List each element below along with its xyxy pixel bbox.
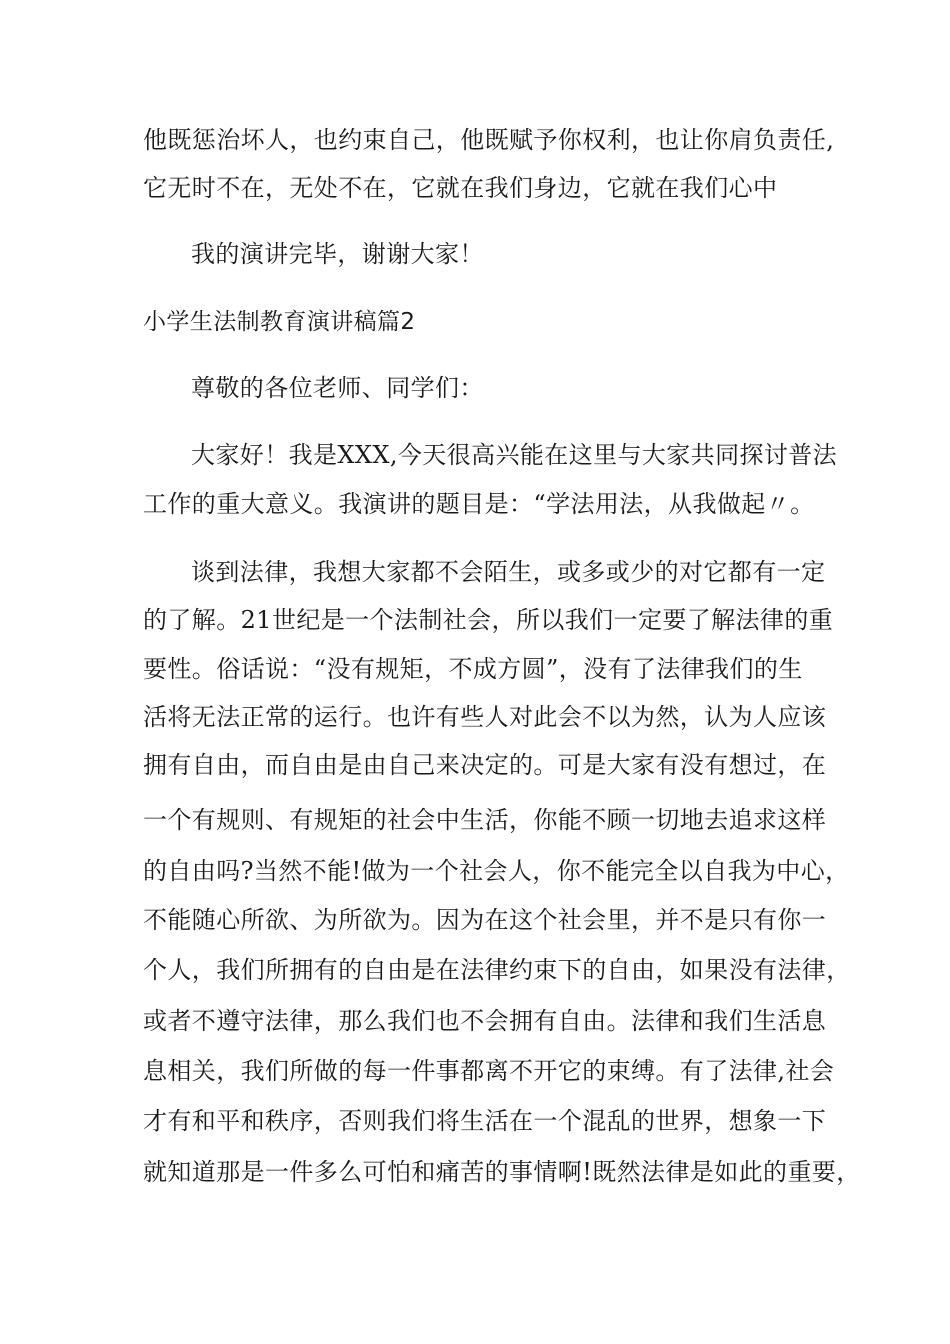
salutation: 尊敬的各位老师、同学们： [191,374,484,402]
paragraph-line: 工作的重大意义。我演讲的题目是：“学法用法，从我做起〃。 [143,490,815,518]
closing-line: 我的演讲完毕，谢谢大家！ [191,240,484,268]
paragraph-line: 大家好！我是XXX,今天很高兴能在这里与大家共同探讨普法 [191,441,838,469]
paragraph-line: 活将无法正常的运行。也许有些人对此会不以为然，认为人应该 [143,703,827,731]
paragraph-line: 的了解。21世纪是一个法制社会，所以我们一定要了解法律的重 [143,606,834,634]
paragraph-line: 不能随心所欲、为所欲为。因为在这个社会里，并不是只有你一 [143,906,827,934]
paragraph-line: 拥有自由，而自由是由自己来决定的。可是大家有没有想过，在 [143,751,827,779]
paragraph-line: 就知道那是一件多么可怕和痛苦的事情啊!既然法律是如此的重要， [143,1158,861,1186]
paragraph-line: 才有和平和秩序，否则我们将生活在一个混乱的世界，想象一下 [143,1107,827,1135]
paragraph-line: 的自由吗?当然不能!做为一个社会人，你不能完全以自我为中心， [143,857,850,885]
paragraph-line: 一个有规则、有规矩的社会中生活，你能不顾一切地去追求这样 [143,806,827,834]
paragraph-line: 它无时不在，无处不在，它就在我们身边，它就在我们心中 [143,174,778,202]
paragraph-line: 或者不遵守法律，那么我们也不会拥有自由。法律和我们生活息 [143,1007,827,1035]
section-heading: 小学生法制教育演讲稿篇2 [143,309,416,335]
paragraph-line: 谈到法律，我想大家都不会陌生，或多或少的对它都有一定 [191,558,826,586]
paragraph-line: 个人，我们所拥有的自由是在法律约束下的自由，如果没有法律， [143,956,851,984]
paragraph-line: 要性。俗话说：“没有规矩，不成方圆”，没有了法律我们的生 [143,655,803,683]
paragraph-line: 他既惩治坏人，也约束自己，他既赋予你权利，也让你肩负责任, [143,126,835,154]
paragraph-line: 息相关，我们所做的每一件事都离不开它的束缚。有了法律,社会 [143,1057,835,1085]
